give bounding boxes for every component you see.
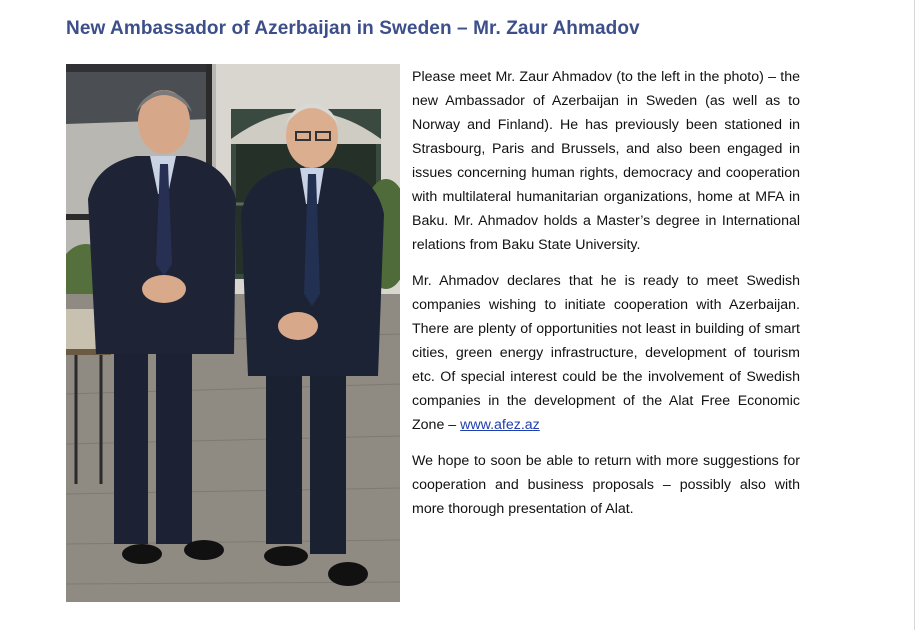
- article-title: New Ambassador of Azerbaijan in Sweden – Mr. Zaur Ahmadov: [66, 18, 640, 39]
- article-photo: [66, 64, 400, 602]
- afez-link[interactable]: www.afez.az: [460, 417, 540, 433]
- paragraph-intro: Please meet Mr. Zaur Ahmadov (to the left in the photo) – the new Ambassador of Azerbaijan in Sweden (as well as to Norway and Finland). He has previously been stationed in Strasbourg, Paris and Brussels, and also been engaged in issues concerning human rights, democracy and cooperation with multilateral humanitarian organizations, home at MFA in Baku. Mr. Ahmadov holds a Master’s degree in International relations from Baku State University.: [412, 69, 800, 253]
- paragraph-cooperation-text: Mr. Ahmadov declares that he is ready to meet Swedish companies wishing to initiate cooperation with Azerbaijan. There are plenty of opportunities not least in building of smart cities, green energy infrastructure, development of tourism etc. Of special interest could be the involvement of Swedish companies in the development of the Alat Free Economic Zone –: [412, 273, 800, 433]
- paragraph-closing: We hope to soon be able to return with more suggestions for cooperation and business proposals – possibly also with more thorough presentation of Alat.: [412, 453, 800, 517]
- page-edge: [914, 0, 915, 630]
- article-body: [412, 65, 800, 533]
- paragraph-cooperation: [412, 269, 800, 437]
